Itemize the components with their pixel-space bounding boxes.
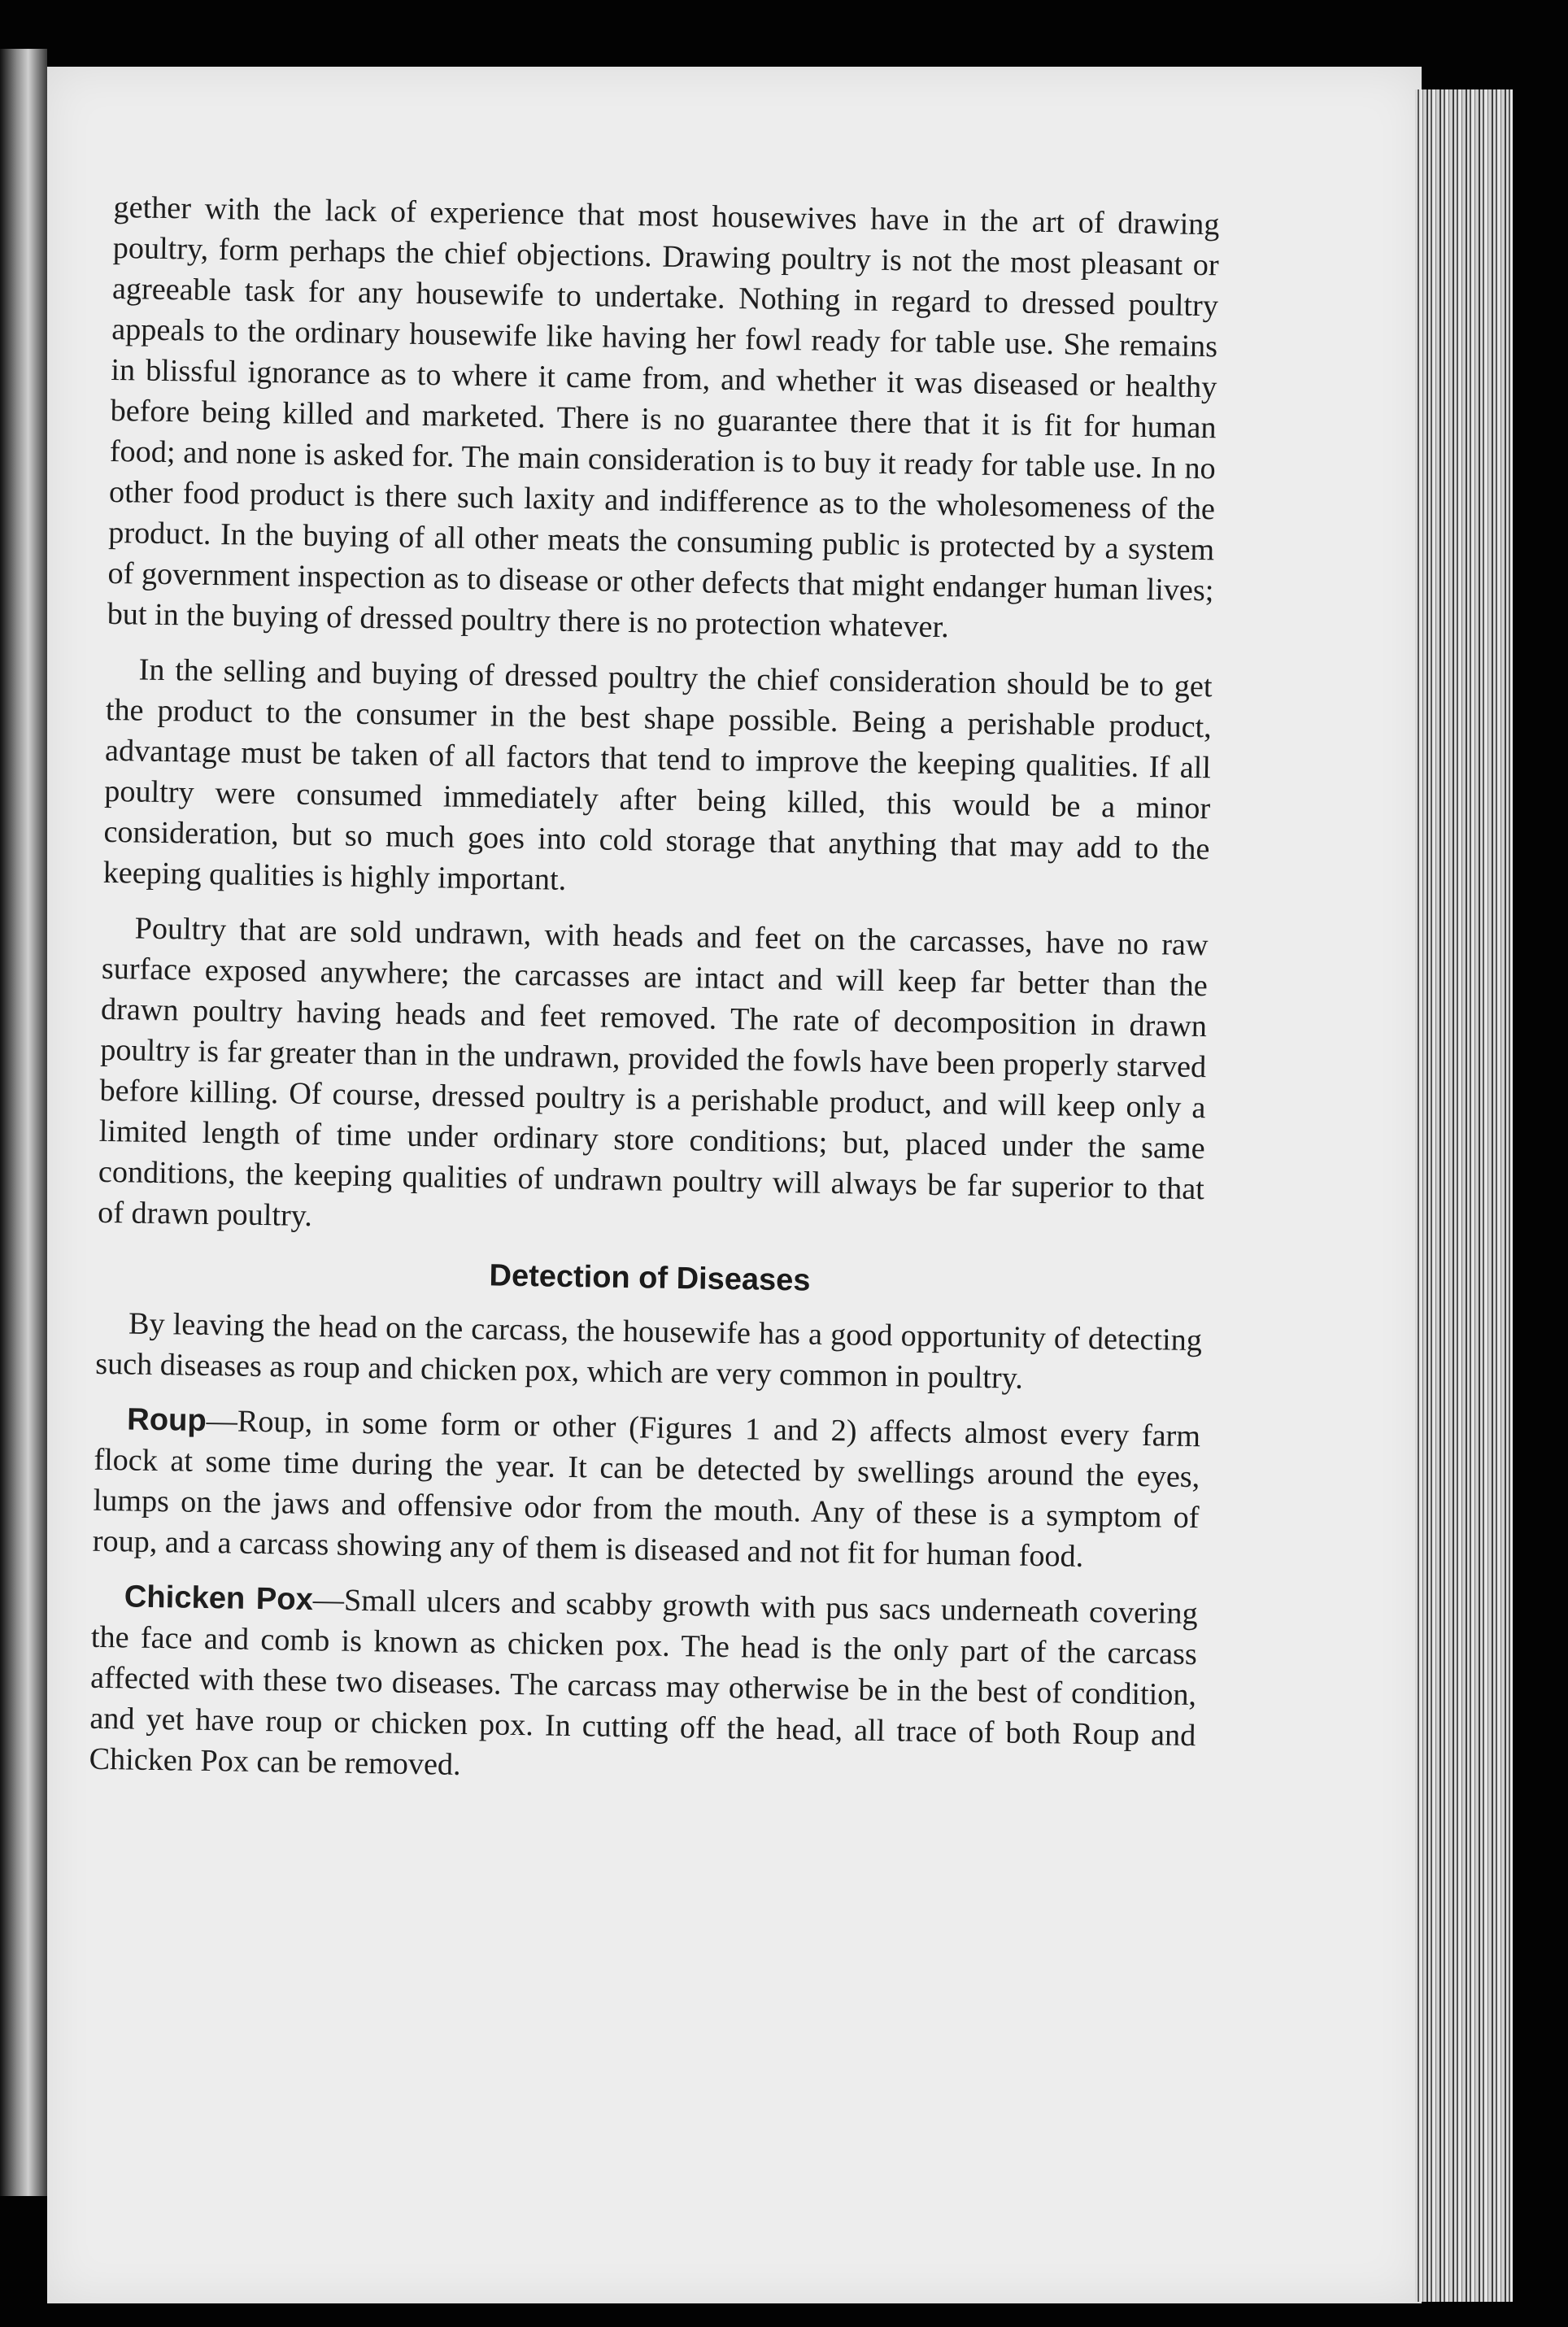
chicken-pox-term: Chicken Pox <box>124 1579 314 1618</box>
paragraph-detection: By leaving the head on the carcass, the housewife has a good opportunity of detecting such diseases as roup and chicken pox, which are very common in poultry. <box>94 1306 1203 1396</box>
roup-term: Roup <box>126 1401 207 1438</box>
paragraph-undrawn-poultry: Poultry that are sold undrawn, with heads and feet on the carcasses, have no raw surface exposed anywhere; the carcasses are intact and will keep far better than the drawn poultry having heads and feet removed. The rate of decomposition in drawn poultry is far greater than in the undrawn, provided the fowls have been properly starved before killing. Of course, dressed poultry is a perishable product, and will keep only a limited length of time under ordinary store conditions; but, placed under the same conditions, the keeping qualities of undrawn poultry will always be far superior to that of drawn poultry. <box>97 911 1209 1233</box>
paragraph-continuation: gether with the lack of experience that most housewives have in the art of drawing poultry, form perhaps the chief objections. Drawing poultry is not the most pleasant or agreeable task for any housewife to undertake. Nothing in regard to dressed poultry appeals to the ordinary housewife like having her fowl ready for table use. She remains in blissful ignorance as to where it came from, and whether it was diseased or healthy before being killed and marketed. There is no guarantee there that it is fit for human food; and none is asked for. The main consideration is to buy it ready for table use. In no other food product is there such laxity and indifference as to the wholesomeness of the product. In the buying of all other meats the consuming public is protected by a system of government inspection as to disease or other defects that might endanger human lives; but in the buying of dressed poultry there is no protection whatever. <box>107 190 1220 645</box>
paragraph-roup <box>92 1399 1200 1579</box>
page-text <box>89 187 1220 1811</box>
paragraph-selling-buying: In the selling and buying of dressed poultry the chief consideration should be to get the product to the consumer in the best shape possible. Being a perishable product, advantage must be taken of all factors that tend to improve the keeping qualities. If all poultry were consumed immediately after being killed, this would be a minor consideration, but so much goes into cold storage that anything that may add to the keeping qualities is highly important. <box>102 652 1213 897</box>
section-heading: Detection of Diseases <box>489 1258 811 1298</box>
facing-page-edge <box>0 49 47 2196</box>
roup-text: —Roup, in some form or other (Figures 1 and 2) affects almost every farm flock at some time during the year. It can be detected by swellings around the eyes, lumps on the jaws and offensive odor from the mouth. Any of these is a symptom of roup, and a carcass showing any of them is diseased and not fit for human food. <box>92 1403 1201 1574</box>
page-stack-edges <box>1415 89 1513 2302</box>
chicken-pox-text: —Small ulcers and scabby growth with pus sacs underneath covering the face and comb is known as chicken pox. The head is the only part of the carcass affected with these two diseases. The carcass may otherwise be in the best of condition, and yet have roup or chicken pox. In cutting off the head, all trace of both Roup and Chicken Pox can be removed. <box>89 1583 1198 1782</box>
paragraph-chicken-pox <box>89 1576 1198 1797</box>
